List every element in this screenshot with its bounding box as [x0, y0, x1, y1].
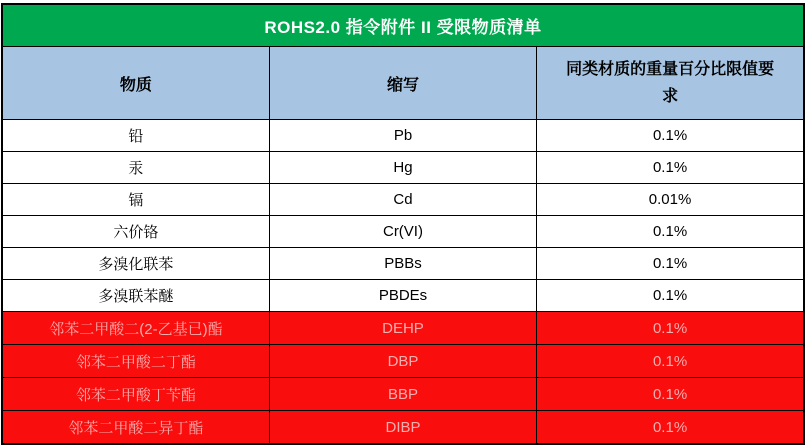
column-header-abbreviation: 缩写 [269, 47, 536, 120]
table-row [2, 120, 804, 152]
limit-cell: 0.1% [537, 216, 804, 248]
substance-cell: 邻苯二甲酸二(2-乙基已)酯 [2, 312, 269, 345]
substance-cell: 六价铬 [2, 216, 269, 248]
limit-cell: 0.1% [537, 152, 804, 184]
table-row [2, 280, 804, 312]
table-header-row [2, 47, 804, 120]
table-title-row [2, 4, 804, 47]
abbr-cell: PBBs [269, 248, 536, 280]
column-header-limit: 同类材质的重量百分比限值要求 [537, 47, 804, 120]
table-body [2, 120, 804, 445]
table-row [2, 216, 804, 248]
abbr-cell: Cd [269, 184, 536, 216]
substance-cell: 镉 [2, 184, 269, 216]
abbr-cell: Cr(VI) [269, 216, 536, 248]
limit-cell: 0.1% [537, 312, 804, 345]
table-row [2, 184, 804, 216]
substance-cell: 邻苯二甲酸二丁酯 [2, 345, 269, 378]
limit-cell: 0.01% [537, 184, 804, 216]
table-row [2, 312, 804, 345]
limit-cell: 0.1% [537, 378, 804, 411]
limit-cell: 0.1% [537, 120, 804, 152]
column-header-substance: 物质 [2, 47, 269, 120]
abbr-cell: PBDEs [269, 280, 536, 312]
limit-cell: 0.1% [537, 280, 804, 312]
table-row [2, 378, 804, 411]
table-row [2, 345, 804, 378]
abbr-cell: DIBP [269, 411, 536, 445]
abbr-cell: DEHP [269, 312, 536, 345]
substance-cell: 汞 [2, 152, 269, 184]
substance-cell: 多溴化联苯 [2, 248, 269, 280]
abbr-cell: Pb [269, 120, 536, 152]
table-row [2, 248, 804, 280]
rohs-substances-table [1, 3, 805, 445]
limit-cell: 0.1% [537, 345, 804, 378]
limit-cell: 0.1% [537, 248, 804, 280]
substance-cell: 邻苯二甲酸二异丁酯 [2, 411, 269, 445]
limit-cell: 0.1% [537, 411, 804, 445]
table-row [2, 152, 804, 184]
abbr-cell: BBP [269, 378, 536, 411]
substance-cell: 铅 [2, 120, 269, 152]
page-title: ROHS2.0 指令附件 II 受限物质清单 [2, 4, 804, 47]
substance-cell: 邻苯二甲酸丁苄酯 [2, 378, 269, 411]
substance-cell: 多溴联苯醚 [2, 280, 269, 312]
abbr-cell: DBP [269, 345, 536, 378]
abbr-cell: Hg [269, 152, 536, 184]
